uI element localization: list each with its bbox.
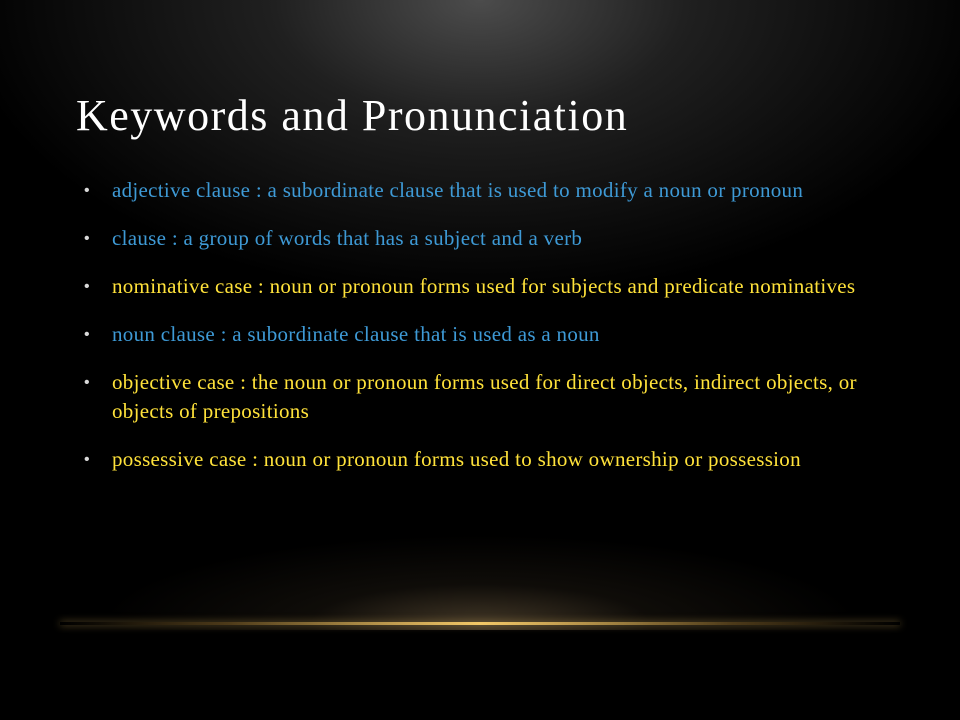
bullet-dot-icon: • [84,326,90,343]
bullet-item-objective-case [84,368,884,426]
decorative-glow-line [60,622,900,625]
bullet-text: noun clause : a subordinate clause that is used as a noun [112,322,600,346]
bullet-dot-icon: • [84,182,90,199]
bullet-dot-icon: • [84,230,90,247]
bullet-item-possessive-case [84,445,884,474]
bullet-dot-icon: • [84,451,90,468]
slide-title: Keywords and Pronunciation [76,91,629,140]
bullet-dot-icon: • [84,278,90,295]
bullet-item-nominative-case [84,272,884,301]
bullet-text: objective case : the noun or pronoun forms used for direct objects, indirect objects, or objects of prepositions [112,370,857,423]
bullet-item-adjective-clause [84,176,884,205]
bullet-text: possessive case : noun or pronoun forms used to show ownership or possession [112,447,801,471]
bullet-text: clause : a group of words that has a subject and a verb [112,226,583,250]
bullet-item-noun-clause [84,320,884,349]
decorative-glow [80,520,880,630]
bullet-item-clause [84,224,884,253]
bullet-text: nominative case : noun or pronoun forms used for subjects and predicate nominatives [112,274,856,298]
bullet-text: adjective clause : a subordinate clause that is used to modify a noun or pronoun [112,178,804,202]
bullet-list [84,176,884,493]
bullet-dot-icon: • [84,374,90,391]
